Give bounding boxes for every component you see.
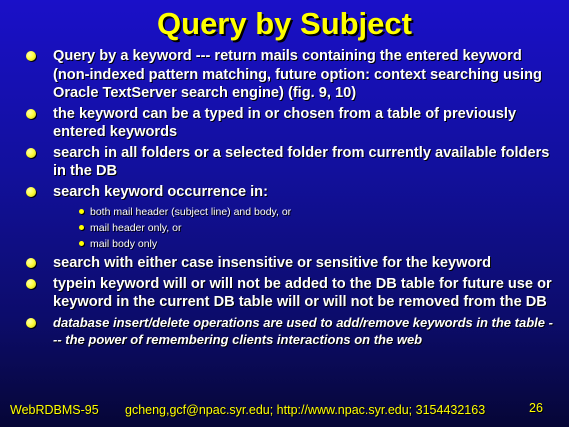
footer-contact: gcheng,gcf@npac.syr.edu; http://www.npac.syr.edu; 3154432163 [125,403,486,417]
sub-bullet-item [53,204,556,220]
footer-label: WebRDBMS-95 [10,403,99,417]
bullet-item [26,144,556,181]
sub-bullet-text: mail header only, or [90,222,182,234]
bullet-dot-icon [26,51,36,61]
sub-bullet-item [53,236,556,252]
bullet-item [26,183,556,253]
bullet-text: search with either case insensitive or sensitive for the keyword [53,255,491,271]
bullet-item [26,254,556,273]
bullet-item [26,314,556,348]
bullet-text: Query by a keyword --- return mails containing the entered keyword (non-indexed pattern matching, future option: context searching using Oracle TextServer search engine) (fig. 9, 10) [53,48,542,101]
bullet-text: search in all folders or a selected folder from currently available folders in the DB [53,144,550,179]
bullet-dot-icon [26,148,36,158]
bullet-dot-icon [26,109,36,119]
bullet-item [26,275,556,312]
sub-bullet-text: both mail header (subject line) and body, or [90,206,292,218]
sub-bullet-dot-icon [79,241,84,246]
sub-bullet-text: mail body only [90,238,158,250]
bullet-list [26,47,556,350]
page-number: 26 [529,401,543,415]
bullet-item [26,105,556,142]
sub-bullet-item [53,220,556,236]
bullet-text: typein keyword will or will not be added to the DB table for future use or keyword in the current DB table will or will not be removed from the DB [53,275,552,310]
bullet-dot-icon [26,318,36,328]
sub-bullet-dot-icon [79,225,84,230]
slide-title: Query by Subject [157,6,412,41]
bullet-dot-icon [26,258,36,268]
sub-bullet-dot-icon [79,209,84,214]
bullet-dot-icon [26,279,36,289]
bullet-text: the keyword can be a typed in or chosen from a table of previously entered keywords [53,105,517,140]
bullet-text: search keyword occurrence in: [53,183,268,200]
bullet-item [26,47,556,103]
bullet-dot-icon [26,187,36,197]
sub-bullet-list [53,204,556,252]
bullet-text: database insert/delete operations are used to add/remove keywords in the table --- the power of remembering clients interactions on the web [53,314,553,347]
